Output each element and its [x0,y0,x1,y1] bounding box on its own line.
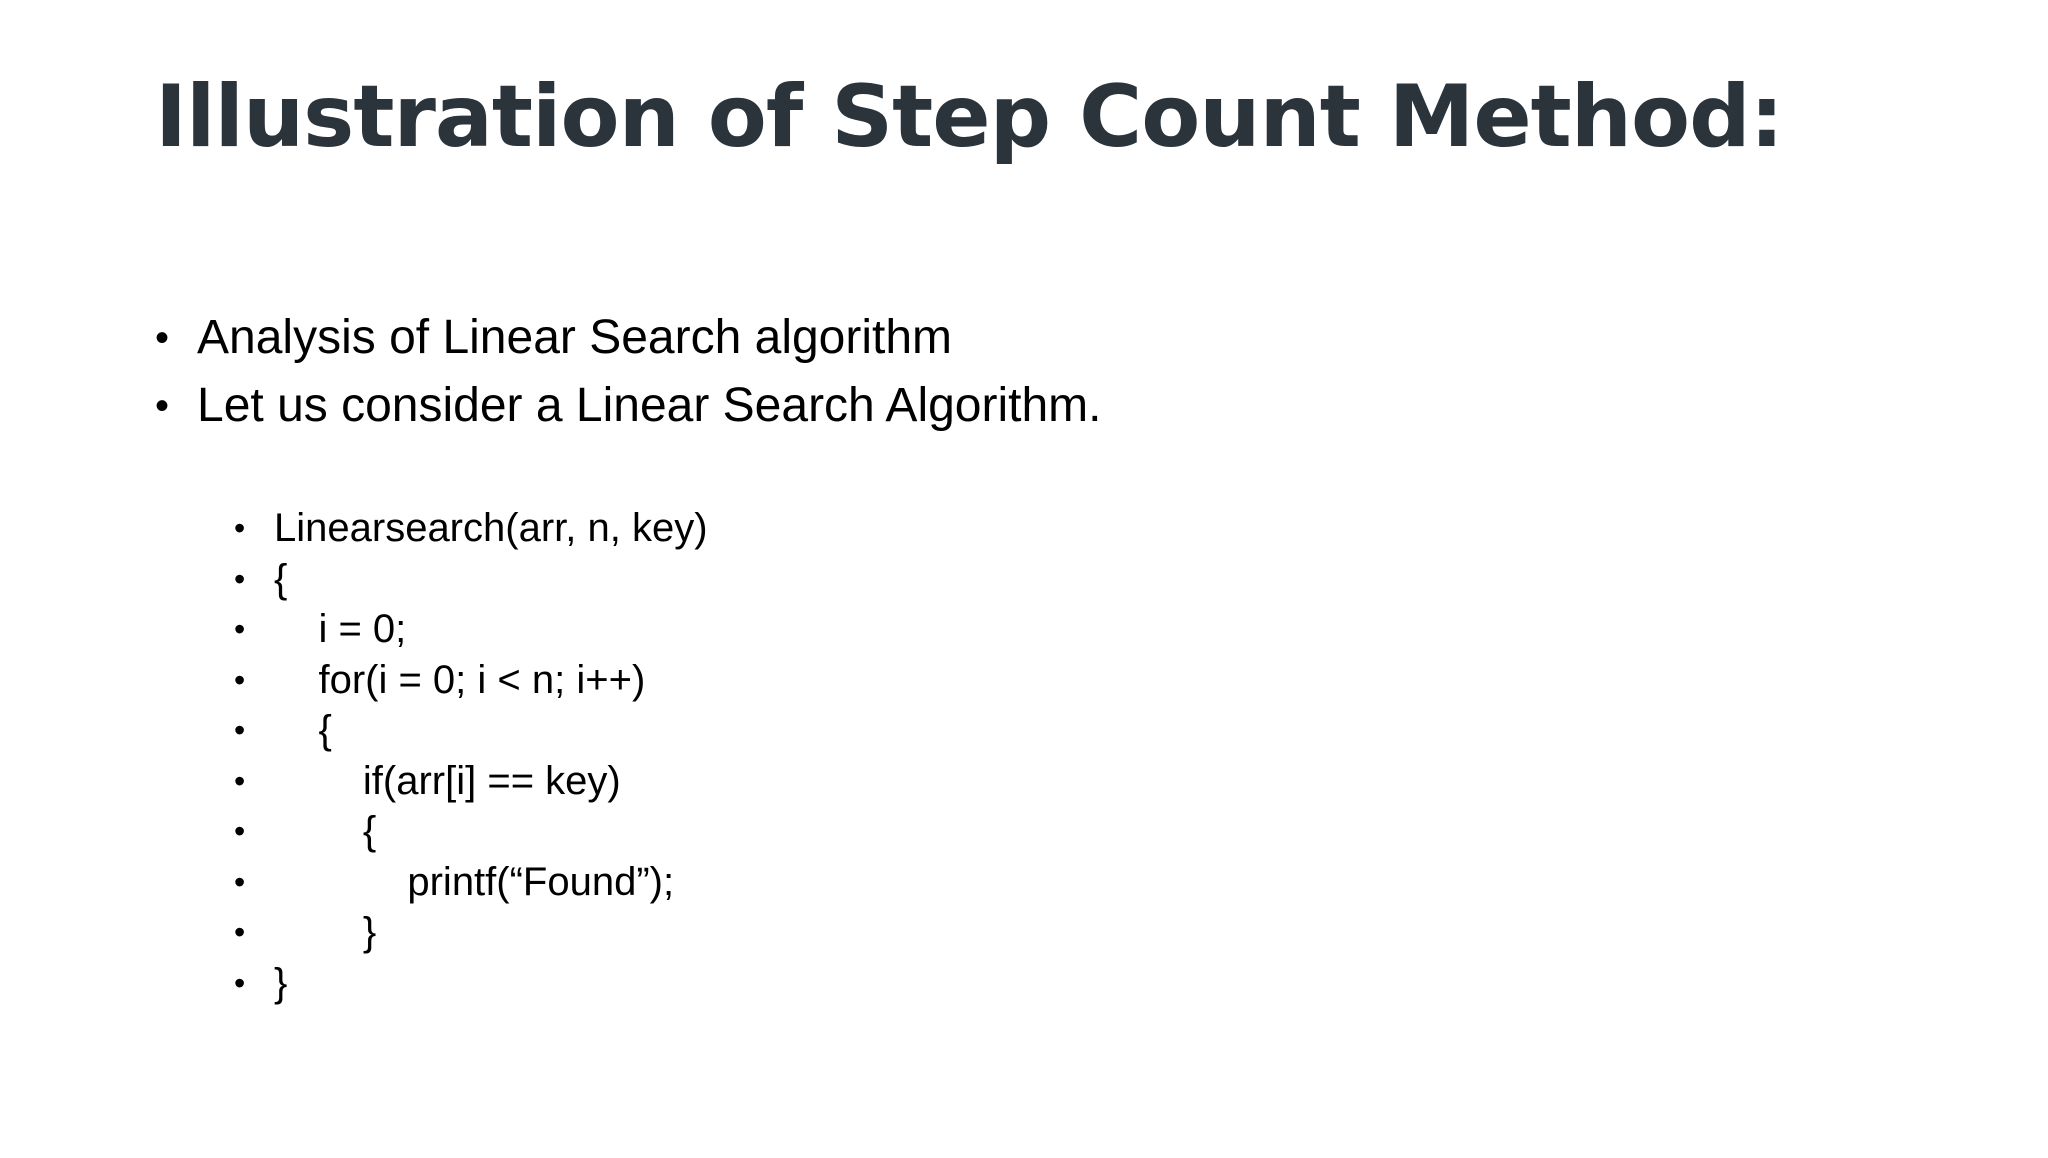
code-line-text: } [274,960,288,1005]
bullet-dot: • [155,384,170,428]
bullet-dot: • [234,914,246,950]
bullet-dot: • [234,560,246,597]
code-bullet-list [234,503,708,1008]
code-line [234,554,301,605]
bullet-dot: • [234,964,246,1001]
bullet-dot: • [234,863,246,900]
code-line [234,806,377,857]
code-line-text: if(arr[i] == key) [274,758,621,803]
bullet-text: Analysis of Linear Search algorithm [197,311,953,364]
bullet-dot: • [234,661,246,698]
bullet-dot: • [234,611,246,647]
code-line [234,907,377,958]
code-line-text: Linearsearch(arr, n, key) [274,506,708,550]
bullet-dot: • [234,762,246,799]
code-line-text: } [274,910,377,954]
code-line [234,503,708,554]
code-line-text: { [274,809,377,853]
code-line [234,958,301,1009]
bullet-list [155,304,1102,440]
code-line [234,756,621,807]
slide-title: Illustration of Step Count Method: [155,67,1784,167]
bullet-item [155,304,1102,372]
bullet-text: Let us consider a Linear Search Algorithm. [197,379,1102,432]
bullet-dot: • [234,510,246,546]
code-line [234,604,407,655]
code-line [234,705,332,756]
code-line-text: printf(“Found”); [274,859,675,904]
code-line-text: i = 0; [274,607,407,651]
bullet-dot: • [234,712,246,748]
bullet-dot: • [155,316,170,360]
code-line [234,655,646,706]
code-line [234,857,675,908]
bullet-item [155,372,1102,440]
code-line-text: { [274,708,332,752]
code-line-text: { [274,556,288,601]
bullet-dot: • [234,813,246,849]
code-line-text: for(i = 0; i < n; i++) [274,657,646,702]
